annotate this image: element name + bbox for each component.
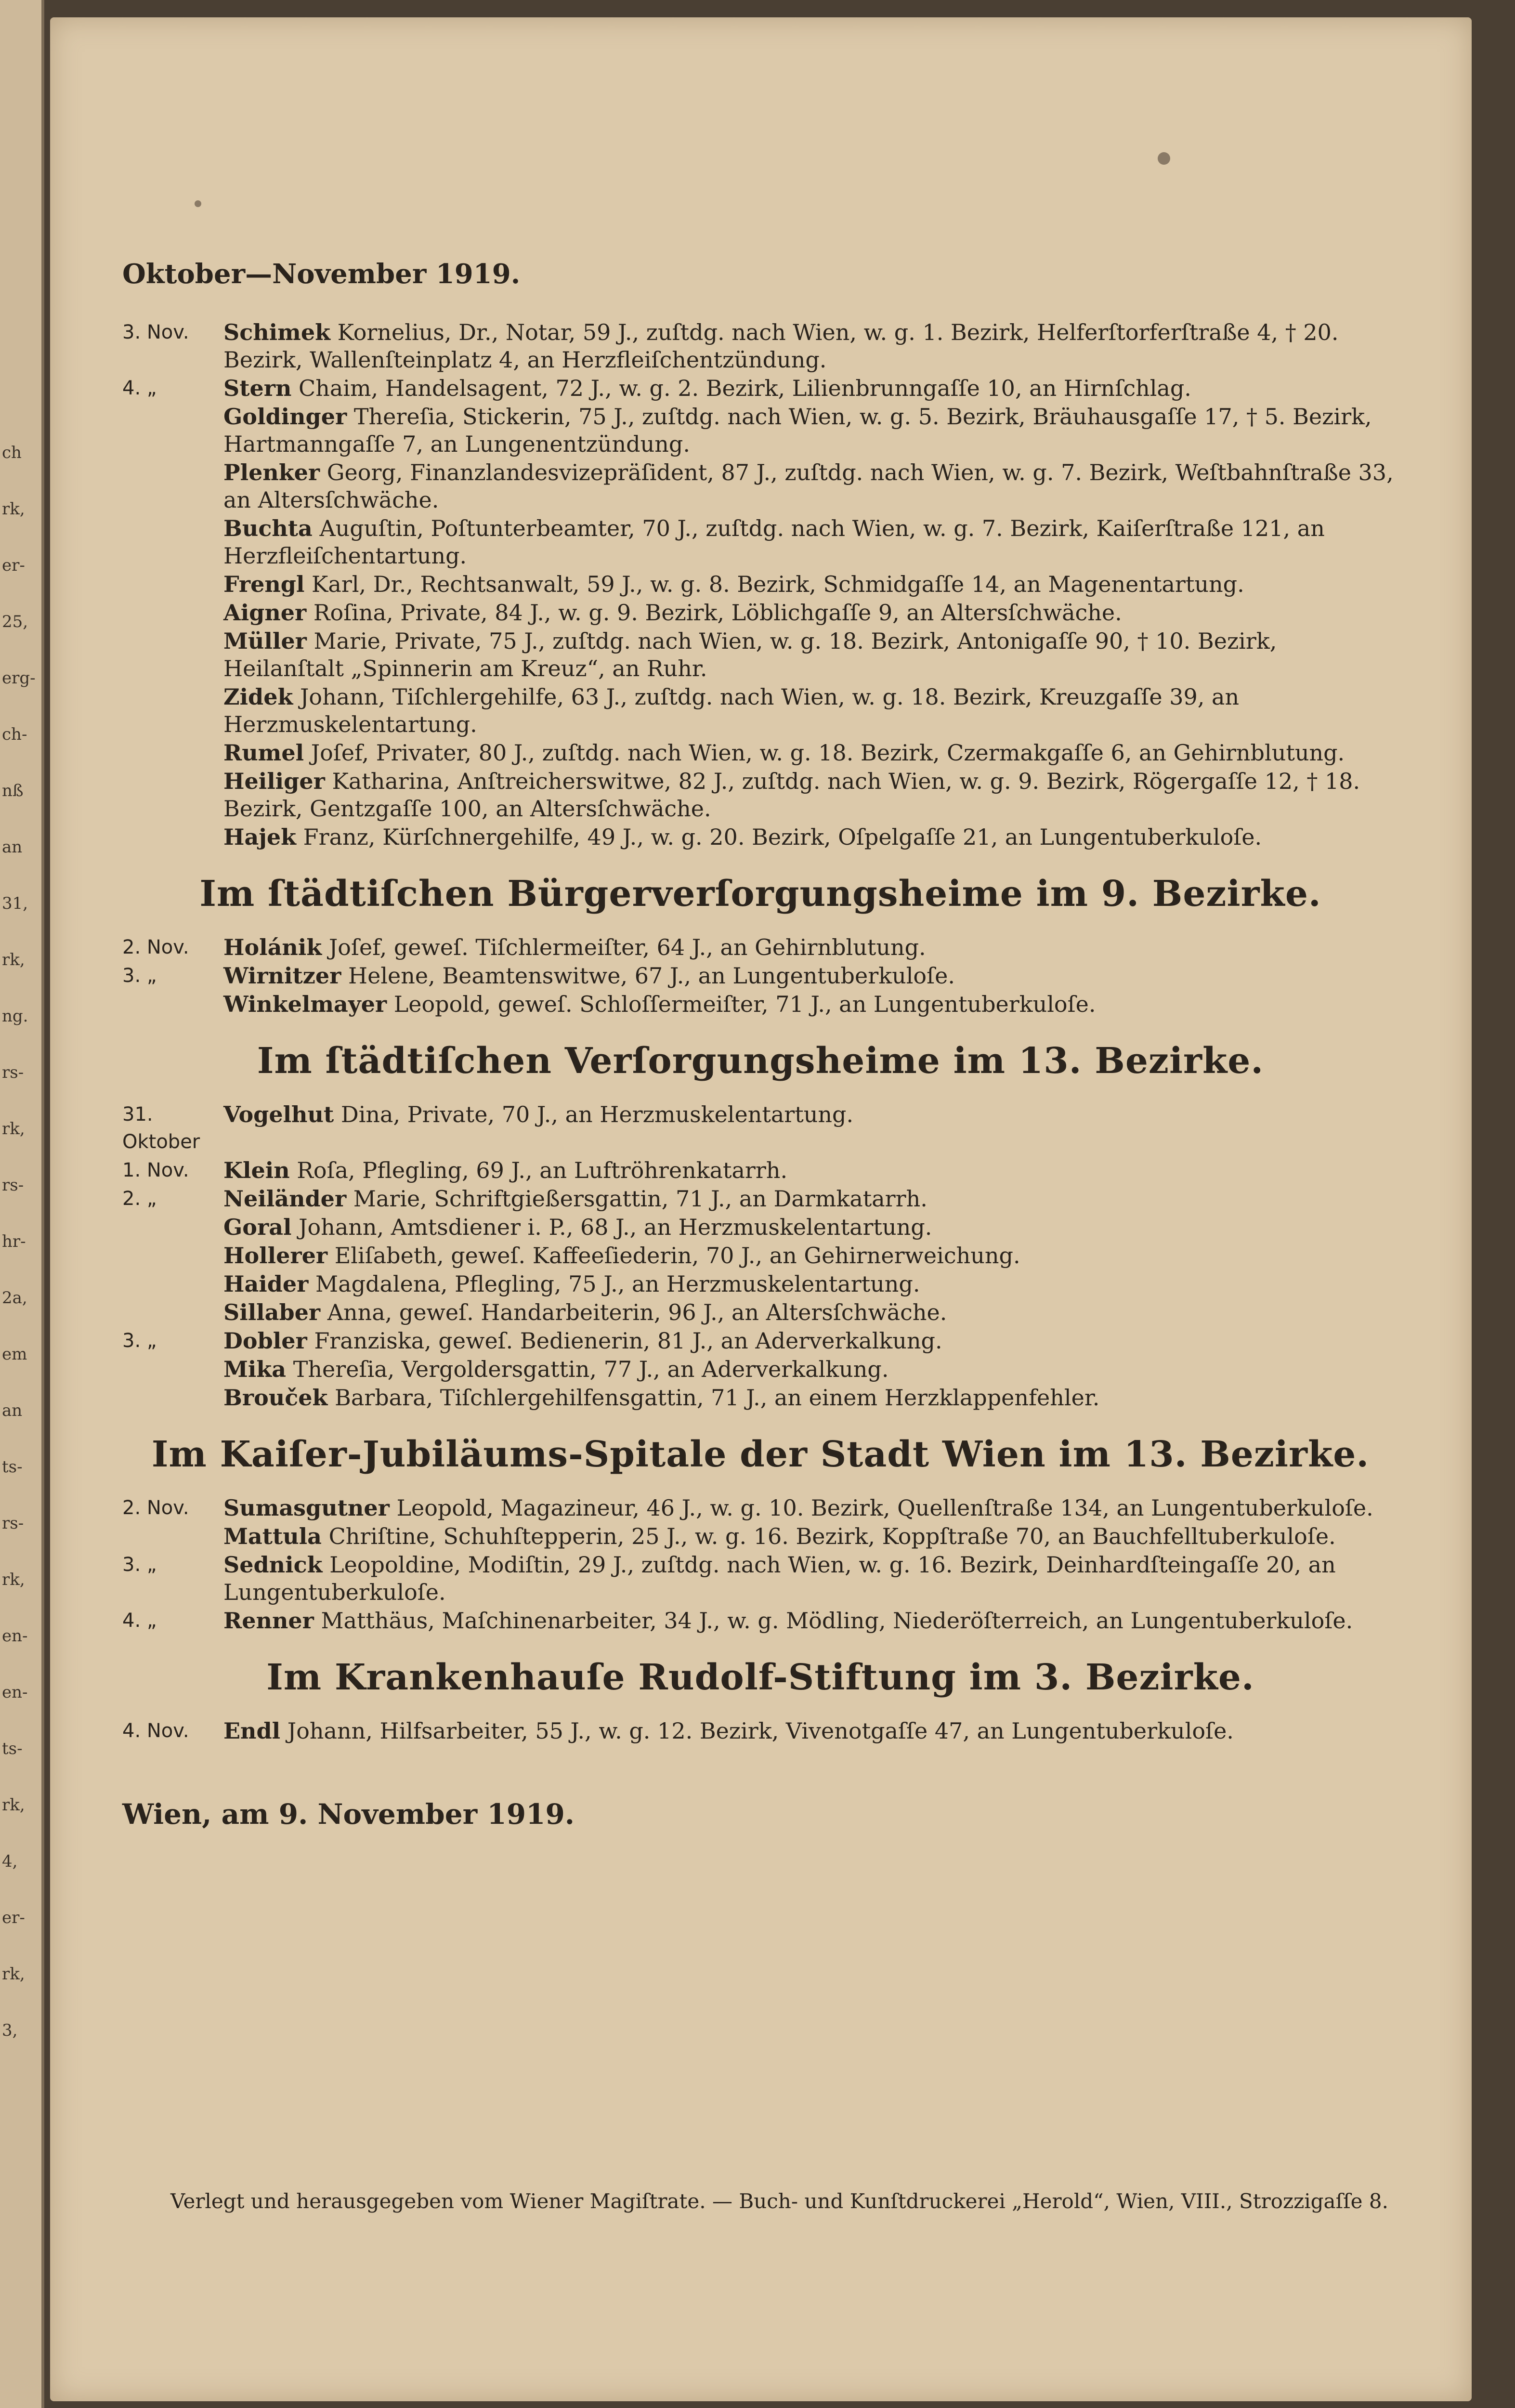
register-entry	[122, 1327, 1398, 1355]
entry-details: Roſa, Pflegling, 69 J., an Luftröhrenkatarrh.	[289, 1157, 788, 1183]
entry-date	[122, 768, 223, 823]
entry-details: Joſef, geweſ. Tiſchlermeiſter, 64 J., an Gehirnblutung.	[322, 934, 926, 960]
entry-surname: Stern	[223, 375, 292, 401]
entry-details: Chriſtine, Schuhſtepperin, 25 J., w. g. 16. Bezirk, Koppſtraße 70, an Bauchfelltuberkuloſe.	[321, 1523, 1336, 1549]
register-entry	[122, 459, 1398, 514]
entry-surname: Buchta	[223, 515, 313, 541]
register-entry	[122, 1242, 1398, 1269]
strip-text-fragment: rk,	[2, 1964, 25, 1984]
entry-date: 31. Oktober	[122, 1103, 200, 1153]
page-content	[122, 258, 1398, 1831]
strip-text-fragment: ts-	[2, 1457, 23, 1477]
entry-body	[223, 515, 1398, 570]
entry-body	[223, 991, 1398, 1018]
entry-date	[122, 515, 223, 570]
register-entry	[122, 1523, 1398, 1550]
strip-text-fragment: 31,	[2, 894, 28, 913]
entry-body	[223, 375, 1398, 402]
entry-details: Johann, Tiſchlergehilfe, 63 J., zuſtdg. nach Wien, w. g. 18. Bezirk, Kreuzgaſſe 39, an Herzmuskelentartung.	[223, 684, 1240, 737]
entry-surname: Brouček	[223, 1385, 328, 1411]
register-entry	[122, 403, 1398, 458]
entry-details: Katharina, Anſtreicherswitwe, 82 J., zuſtdg. nach Wien, w. g. 9. Bezirk, Rögergaſſe 12, † 18. Bezirk, Gentzgaſſe 100, an Altersſchwäche.	[223, 768, 1360, 822]
entry-surname: Rumel	[223, 740, 304, 766]
entry-details: Leopold, geweſ. Schloſſermeiſter, 71 J., an Lungentuberkuloſe.	[387, 991, 1096, 1017]
entry-date: 3. Nov.	[122, 321, 189, 343]
entry-date: 3. „	[122, 1330, 157, 1352]
register-entry	[122, 739, 1398, 767]
entry-surname: Mika	[223, 1356, 287, 1382]
entry-date	[122, 1270, 223, 1298]
page-heading: Oktober—November 1919.	[122, 258, 521, 290]
entry-body	[223, 824, 1398, 851]
entry-details: Georg, Finanzlandesvizepräſident, 87 J., zuſtdg. nach Wien, w. g. 7. Bezirk, Weſtbahnſtraße 33, an Altersſchwäche.	[223, 459, 1394, 513]
register-entry	[122, 1494, 1398, 1522]
strip-text-fragment: rk,	[2, 499, 25, 519]
strip-text-fragment: er-	[2, 1908, 25, 1927]
entry-body	[223, 1157, 1398, 1184]
entry-details: Marie, Private, 75 J., zuſtdg. nach Wien, w. g. 18. Bezirk, Antonigaſſe 90, † 10. Bezirk, Heilanſtalt „Spinnerin am Kreuz“, an Ruhr.	[223, 628, 1277, 681]
entry-details: Matthäus, Maſchinenarbeiter, 34 J., w. g. Mödling, Niederöſterreich, an Lungentuberkuloſe.	[313, 1608, 1353, 1634]
entry-body	[223, 1717, 1398, 1745]
register-entry	[122, 1101, 1398, 1156]
register-entry	[122, 319, 1398, 374]
strip-text-fragment: rk,	[2, 1570, 25, 1589]
entry-date	[122, 683, 223, 738]
section-title: Im Krankenhauſe Rudolf-Stiftung im 3. Bezirke.	[266, 1657, 1254, 1698]
paper-stain	[195, 200, 201, 207]
entry-date	[122, 1523, 223, 1550]
register-entry	[122, 962, 1398, 990]
entry-surname: Haider	[223, 1271, 309, 1297]
strip-text-fragment: rs-	[2, 1176, 24, 1195]
entry-date: 2. „	[122, 1188, 157, 1210]
entry-date: 4. „	[122, 1610, 157, 1632]
entry-surname: Endl	[223, 1718, 281, 1744]
strip-text-fragment: ng.	[2, 1007, 28, 1026]
entry-body	[223, 1214, 1398, 1241]
register-entry	[122, 1356, 1398, 1383]
signature-line: Wien, am 9. November 1919.	[122, 1798, 575, 1831]
entry-list	[122, 1717, 1398, 1745]
entry-details: Dina, Private, 70 J., an Herzmuskelentartung.	[334, 1101, 854, 1127]
entry-surname: Renner	[223, 1608, 314, 1634]
entry-date	[122, 1384, 223, 1412]
entry-details: Johann, Amtsdiener i. P., 68 J., an Herzmuskelentartung.	[291, 1214, 932, 1240]
register-entry	[122, 1270, 1398, 1298]
entry-details: Leopold, Magazineur, 46 J., w. g. 10. Bezirk, Quellenſtraße 134, an Lungentuberkuloſe.	[389, 1495, 1373, 1521]
entry-body	[223, 459, 1398, 514]
entry-body	[223, 599, 1398, 627]
entry-details: Marie, Schriftgießersgattin, 71 J., an Darmkatarrh.	[346, 1186, 927, 1212]
entry-details: Leopoldine, Modiſtin, 29 J., zuſtdg. nach Wien, w. g. 16. Bezirk, Deinhardſteingaſſe 20, an Lungentuberkuloſe.	[223, 1552, 1336, 1605]
entry-surname: Heiliger	[223, 768, 325, 794]
death-register	[122, 319, 1398, 1745]
entry-surname: Winkelmayer	[223, 991, 387, 1017]
strip-text-fragment: er-	[2, 556, 25, 575]
entry-list	[122, 1494, 1398, 1635]
entry-details: Roſina, Private, 84 J., w. g. 9. Bezirk, Löblichgaſſe 9, an Altersſchwäche.	[306, 600, 1122, 626]
entry-date: 3. „	[122, 1554, 157, 1576]
entry-list	[122, 1101, 1398, 1412]
entry-body	[223, 1185, 1398, 1213]
entry-surname: Holánik	[223, 934, 322, 960]
entry-body	[223, 962, 1398, 990]
strip-text-fragment: rk,	[2, 950, 25, 969]
register-entry	[122, 1607, 1398, 1635]
register-entry	[122, 571, 1398, 598]
strip-text-fragment: rs-	[2, 1063, 24, 1082]
entry-surname: Wirnitzer	[223, 963, 341, 989]
register-entry	[122, 1551, 1398, 1606]
entry-details: Anna, geweſ. Handarbeiterin, 96 J., an Altersſchwäche.	[320, 1299, 947, 1325]
entry-body	[223, 628, 1398, 682]
entry-list	[122, 934, 1398, 1018]
document-page	[50, 17, 1472, 2401]
entry-surname: Müller	[223, 628, 307, 654]
entry-surname: Schimek	[223, 319, 330, 345]
register-entry	[122, 991, 1398, 1018]
entry-body	[223, 1101, 1398, 1156]
entry-list	[122, 319, 1398, 851]
register-entry	[122, 628, 1398, 682]
entry-date: 1. Nov.	[122, 1159, 189, 1181]
entry-surname: Zidek	[223, 684, 293, 710]
entry-body	[223, 739, 1398, 767]
strip-text-fragment: rk,	[2, 1795, 25, 1815]
entry-body	[223, 1494, 1398, 1522]
entry-details: Franz, Kürſchnergehilfe, 49 J., w. g. 20. Bezirk, Oſpelgaſſe 21, an Lungentuberkuloſe.	[296, 824, 1262, 850]
strip-text-fragment: 3,	[2, 2021, 18, 2040]
register-entry	[122, 599, 1398, 627]
strip-text-fragment: ch-	[2, 725, 27, 744]
entry-surname: Aigner	[223, 600, 307, 626]
entry-surname: Sumasgutner	[223, 1495, 390, 1521]
entry-surname: Dobler	[223, 1328, 307, 1354]
entry-date	[122, 1214, 223, 1241]
entry-details: Franziska, geweſ. Bedienerin, 81 J., an Aderverkalkung.	[307, 1328, 942, 1354]
strip-text-fragment: rk,	[2, 1119, 25, 1139]
entry-date	[122, 628, 223, 682]
entry-body	[223, 1242, 1398, 1269]
entry-body	[223, 1384, 1398, 1412]
register-entry	[122, 1214, 1398, 1241]
register-entry	[122, 1384, 1398, 1412]
adjacent-page-strip	[0, 0, 44, 2408]
paper-stain	[1158, 152, 1170, 165]
entry-details: Helene, Beamtenswitwe, 67 J., an Lungentuberkuloſe.	[341, 963, 955, 989]
register-entry	[122, 683, 1398, 738]
strip-text-fragment: 25,	[2, 612, 28, 631]
entry-surname: Hollerer	[223, 1243, 328, 1269]
entry-body	[223, 934, 1398, 961]
entry-surname: Sillaber	[223, 1299, 321, 1325]
entry-body	[223, 571, 1398, 598]
entry-date: 2. Nov.	[122, 1497, 189, 1519]
strip-text-fragment: nß	[2, 781, 24, 800]
entry-details: Magdalena, Pflegling, 75 J., an Herzmuskelentartung.	[308, 1271, 920, 1297]
entry-details: Barbara, Tiſchlergehilfensgattin, 71 J., an einem Herzklappenfehler.	[327, 1385, 1100, 1411]
strip-text-fragment: erg-	[2, 668, 36, 688]
register-entry	[122, 1157, 1398, 1184]
entry-body	[223, 1523, 1398, 1550]
entry-body	[223, 1270, 1398, 1298]
entry-surname: Mattula	[223, 1523, 322, 1549]
entry-surname: Sednick	[223, 1552, 323, 1578]
register-entry	[122, 1185, 1398, 1213]
entry-details: Thereſia, Vergoldersgattin, 77 J., an Aderverkalkung.	[286, 1356, 889, 1382]
entry-date	[122, 571, 223, 598]
strip-text-fragment: 2a,	[2, 1288, 27, 1308]
entry-surname: Vogelhut	[223, 1101, 334, 1127]
register-entry	[122, 1717, 1398, 1745]
strip-text-fragment: ch	[2, 443, 22, 462]
entry-details: Johann, Hilfsarbeiter, 55 J., w. g. 12. Bezirk, Vivenotgaſſe 47, an Lungentuberkuloſe.	[280, 1718, 1234, 1744]
entry-details: Auguſtin, Poſtunterbeamter, 70 J., zuſtdg. nach Wien, w. g. 7. Bezirk, Kaiſerſtraße 121, an Herzfleiſchentartung.	[223, 515, 1325, 569]
entry-date	[122, 1242, 223, 1269]
register-entry	[122, 515, 1398, 570]
entry-body	[223, 1299, 1398, 1326]
entry-details: Thereſia, Stickerin, 75 J., zuſtdg. nach Wien, w. g. 5. Bezirk, Bräuhausgaſſe 17, † 5. Bezirk, Hartmanngaſſe 7, an Lungenentzündung.	[223, 404, 1372, 457]
section-title: Im ſtädtiſchen Bürgerverſorgungsheime im 9. Bezirke.	[199, 873, 1321, 915]
entry-surname: Neiländer	[223, 1186, 347, 1212]
entry-surname: Klein	[223, 1157, 290, 1183]
publisher-footer: Verlegt und herausgegeben vom Wiener Magiſtrate. — Buch- und Kunſtdruckerei „Herold“, Wien, VIII., Strozzigaſſe 8.	[170, 2189, 1388, 2213]
entry-surname: Goral	[223, 1214, 292, 1240]
entry-date: 4. „	[122, 377, 157, 399]
entry-date: 2. Nov.	[122, 936, 189, 958]
entry-body	[223, 683, 1398, 738]
entry-surname: Hajek	[223, 824, 297, 850]
register-entry	[122, 934, 1398, 961]
register-entry	[122, 824, 1398, 851]
entry-date	[122, 1356, 223, 1383]
register-entry	[122, 375, 1398, 402]
entry-details: Kornelius, Dr., Notar, 59 J., zuſtdg. nach Wien, w. g. 1. Bezirk, Helferſtorferſtraße 4, † 20. Bezirk, Wallenſteinplatz 4, an Herzfleiſchentzündung.	[223, 319, 1339, 373]
entry-date	[122, 1299, 223, 1326]
strip-text-fragment: en-	[2, 1683, 28, 1702]
entry-surname: Plenker	[223, 459, 320, 485]
strip-text-fragment: hr-	[2, 1232, 26, 1251]
section-title: Im Kaiſer-Jubiläums-Spitale der Stadt Wien im 13. Bezirke.	[151, 1434, 1370, 1475]
strip-text-fragment: em	[2, 1345, 27, 1364]
entry-date	[122, 739, 223, 767]
strip-text-fragment: rs-	[2, 1514, 24, 1533]
entry-details: Karl, Dr., Rechtsanwalt, 59 J., w. g. 8. Bezirk, Schmidgaſſe 14, an Magenentartung.	[304, 571, 1244, 597]
entry-date	[122, 403, 223, 458]
entry-date	[122, 459, 223, 514]
strip-text-fragment: ts-	[2, 1739, 23, 1758]
strip-text-fragment: 4,	[2, 1852, 18, 1871]
register-entry	[122, 768, 1398, 823]
entry-date: 3. „	[122, 965, 157, 987]
strip-text-fragment: an	[2, 838, 23, 857]
entry-body	[223, 1551, 1398, 1606]
entry-body	[223, 768, 1398, 823]
entry-surname: Frengl	[223, 571, 305, 597]
entry-date	[122, 991, 223, 1018]
entry-date: 4. Nov.	[122, 1720, 189, 1742]
strip-text-fragment: en-	[2, 1626, 28, 1646]
entry-surname: Goldinger	[223, 404, 347, 430]
entry-body	[223, 1327, 1398, 1355]
entry-date	[122, 599, 223, 627]
entry-body	[223, 319, 1398, 374]
register-entry	[122, 1299, 1398, 1326]
entry-body	[223, 403, 1398, 458]
entry-date	[122, 824, 223, 851]
entry-details: Joſef, Privater, 80 J., zuſtdg. nach Wien, w. g. 18. Bezirk, Czermakgaſſe 6, an Gehirnblutung.	[304, 740, 1345, 766]
section-title: Im ſtädtiſchen Verſorgungsheime im 13. Bezirke.	[257, 1040, 1264, 1082]
entry-details: Eliſabeth, geweſ. Kaffeeſiederin, 70 J., an Gehirnerweichung.	[327, 1243, 1020, 1269]
strip-text-fragment: an	[2, 1401, 23, 1420]
entry-body	[223, 1356, 1398, 1383]
entry-body	[223, 1607, 1398, 1635]
entry-details: Chaim, Handelsagent, 72 J., w. g. 2. Bezirk, Lilienbrunngaſſe 10, an Hirnſchlag.	[291, 375, 1191, 401]
